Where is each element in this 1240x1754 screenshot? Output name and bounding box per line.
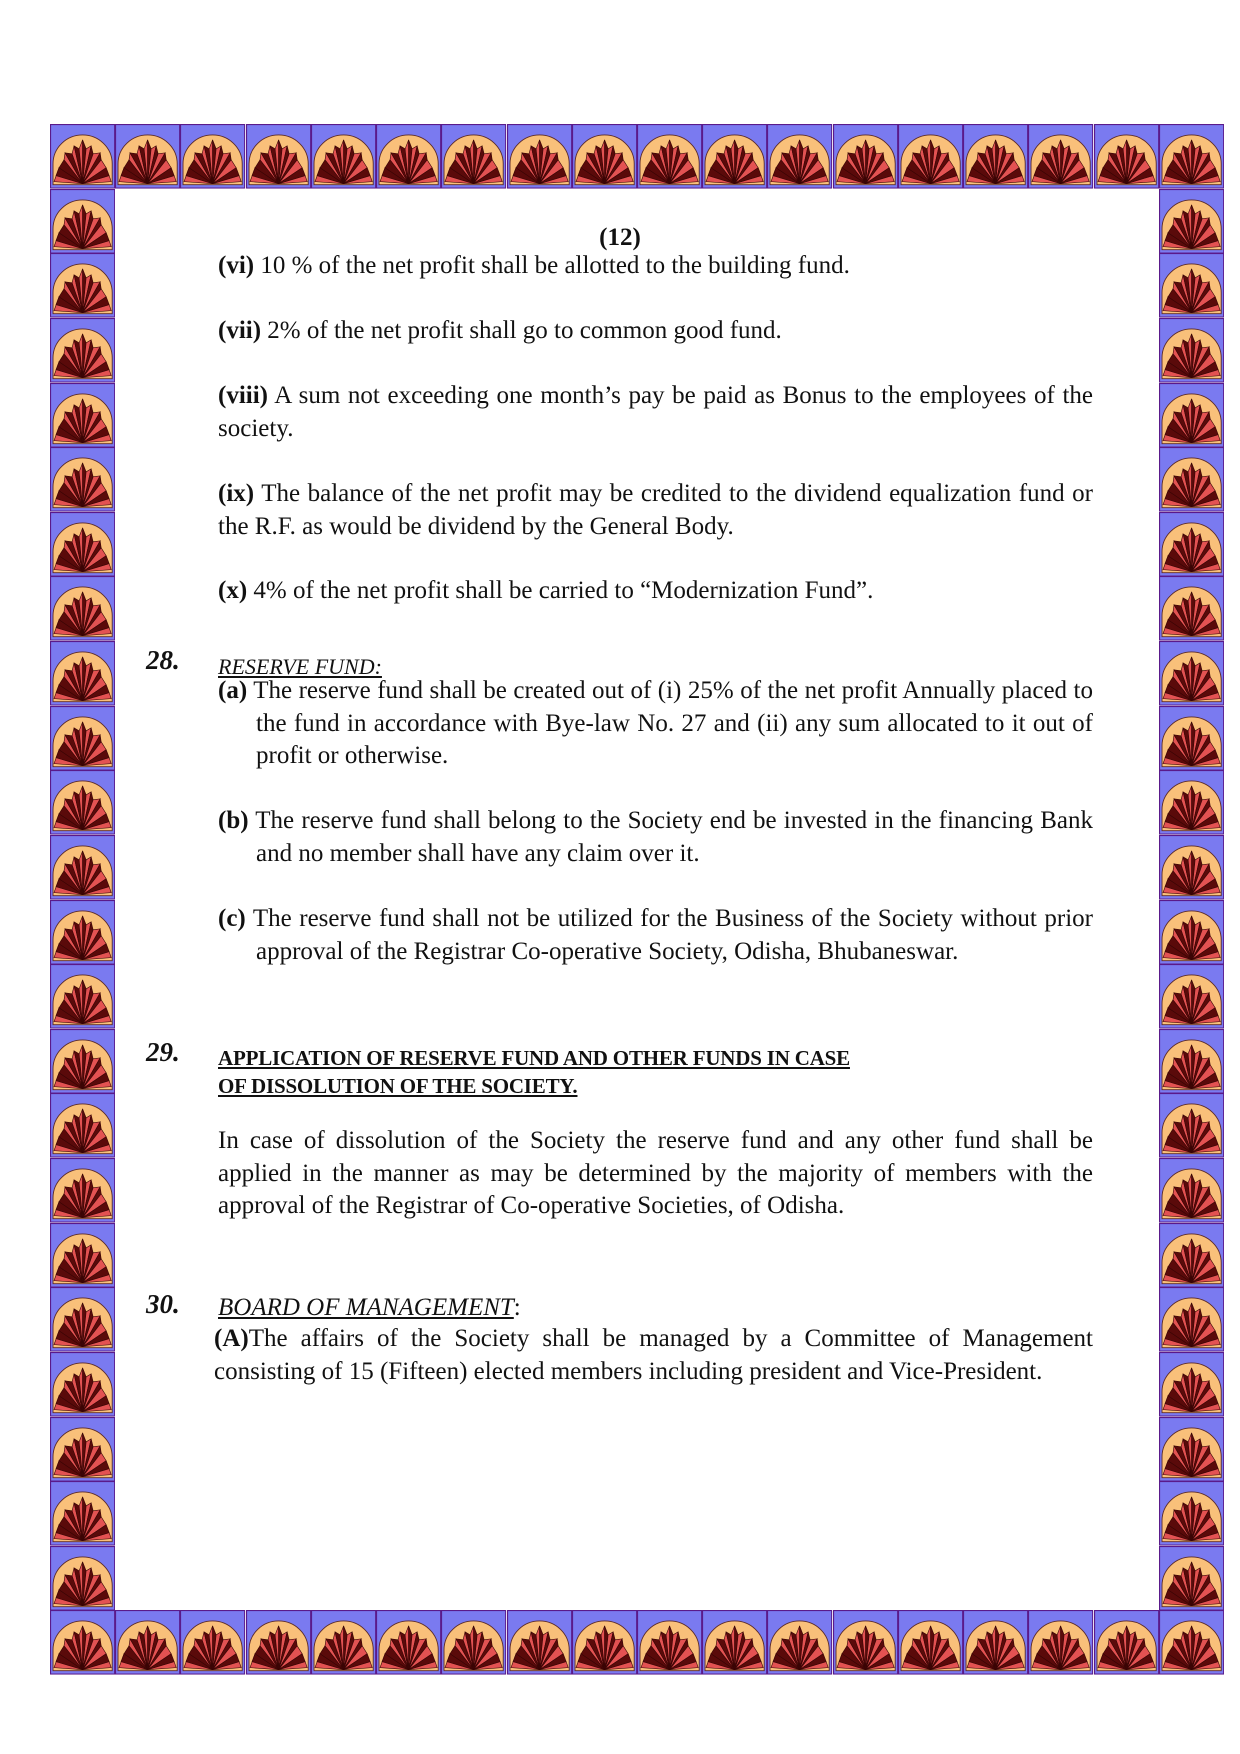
item-text: 4% of the net profit shall be carried to “Modernization Fund”. — [247, 577, 874, 604]
item-label: (b) — [218, 807, 249, 834]
item-text: The reserve fund shall not be utilized for the Business of the Society without prior approval of the Registrar Co-operative Society, Odisha, Bhubaneswar. — [245, 905, 1093, 965]
item-label: (c) — [218, 905, 246, 932]
reserve-fund-heading: RESERVE FUND: — [218, 654, 382, 679]
section-heading-30 — [218, 1292, 521, 1325]
list-item-vii — [218, 315, 1098, 348]
item-label: (vii) — [218, 317, 262, 344]
item-label: (ix) — [218, 480, 255, 507]
section29-body: In case of dissolution of the Society the reserve fund and any other fund shall be applied in the manner as may be determined by the majority of members with the approval of the Registrar of Co-operative Societies, of Odisha. — [218, 1127, 1093, 1219]
list-item-viii — [218, 380, 1093, 445]
section30-item-a — [214, 1323, 1093, 1388]
heading-suffix: : — [513, 1294, 521, 1321]
item-text: The balance of the net profit may be credited to the dividend equalization fund or the R.F. as would be dividend by the General Body. — [218, 480, 1093, 540]
item-label: (x) — [218, 577, 248, 604]
item-label: (viii) — [218, 382, 268, 409]
item-text: The affairs of the Society shall be managed by a Committee of Management consisting of 15 (Fifteen) elected members including president and Vice-President. — [214, 1325, 1093, 1385]
section-heading-29 — [218, 1044, 850, 1100]
item-text: The reserve fund shall be created out of (i) 25% of the net profit Annually placed to the fund in accordance with Bye-law No. 27 and (ii) any sum allocated to it out of profit or otherwise. — [247, 677, 1093, 769]
section-number-30: 30. — [146, 1289, 180, 1319]
list-item-x — [218, 575, 1098, 608]
item-label: (A) — [214, 1325, 249, 1352]
section28-item-c — [218, 903, 1093, 968]
section28-item-a — [218, 675, 1093, 773]
section-number-29: 29. — [146, 1037, 180, 1067]
heading-line-2: OF DISSOLUTION OF THE SOCIETY. — [218, 1074, 578, 1098]
list-item-ix — [218, 478, 1093, 543]
section28-item-b — [218, 805, 1093, 870]
item-text: 10 % of the net profit shall be allotted to the building fund. — [254, 252, 850, 279]
board-heading: BOARD OF MANAGEMENT — [218, 1294, 514, 1321]
heading-line-1: APPLICATION OF RESERVE FUND AND OTHER FUNDS IN CASE — [218, 1046, 850, 1070]
item-label: (a) — [218, 677, 248, 704]
page-number: (12) — [599, 224, 641, 251]
item-text: A sum not exceeding one month’s pay be paid as Bonus to the employees of the society. — [218, 382, 1093, 442]
list-item-vi — [218, 250, 1098, 283]
item-text: The reserve fund shall belong to the Society end be invested in the financing Bank and no member shall have any claim over it. — [248, 807, 1093, 867]
item-label: (vi) — [218, 252, 255, 279]
item-text: 2% of the net profit shall go to common good fund. — [261, 317, 782, 344]
section-number-28: 28. — [146, 645, 180, 675]
